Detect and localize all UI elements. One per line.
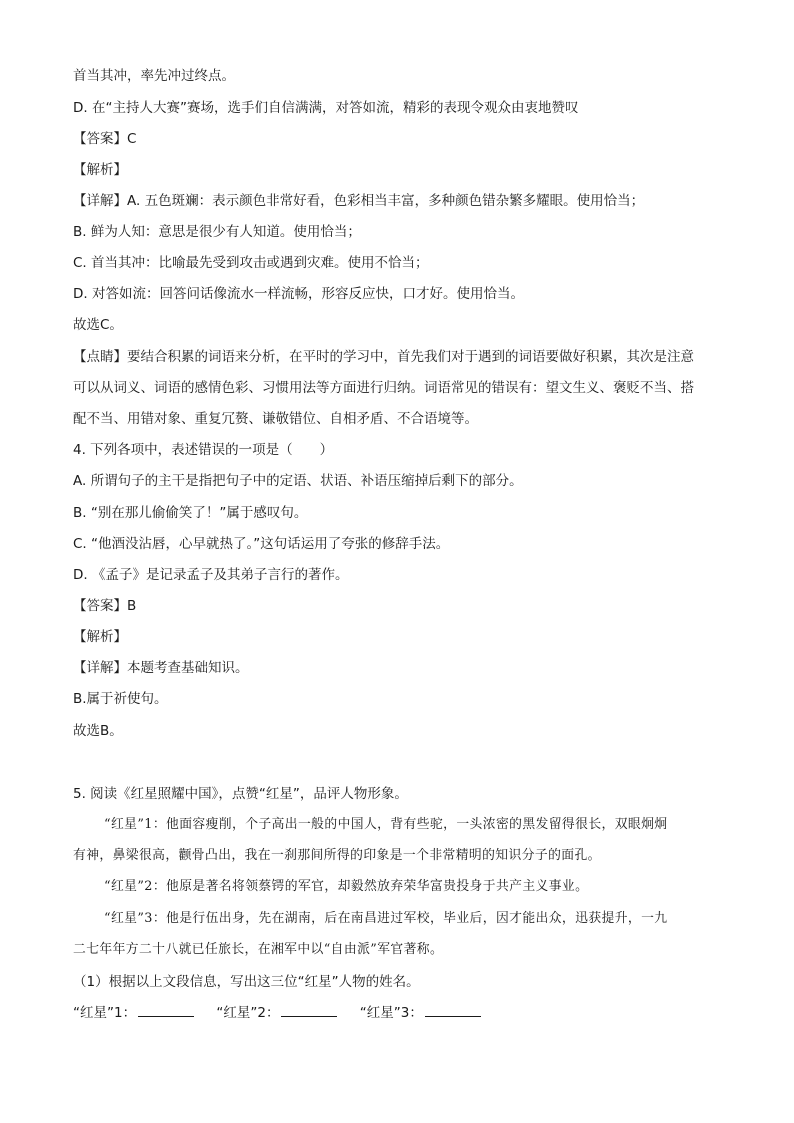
analysis-label: 【解析】 bbox=[73, 162, 127, 178]
sub-question-1: （1）根据以上文段信息，写出这三位“红星”人物的姓名。 bbox=[73, 974, 420, 990]
answer-blank-3[interactable] bbox=[425, 1004, 481, 1017]
option-c: C. “他酒没沾唇，心早就热了。”这句话运用了夸张的修辞手法。 bbox=[73, 536, 450, 552]
question-5: 5. 阅读《红星照耀中国》，点赞“红星”，品评人物形象。 bbox=[73, 786, 408, 802]
passage-2: “红星”2：他原是著名将领蔡锷的军官，却毅然放弃荣华富贵投身于共产主义事业。 bbox=[104, 879, 589, 894]
text-line: 首当其冲，率先冲过终点。 bbox=[73, 68, 235, 84]
answer-label: 【答案】B bbox=[73, 598, 137, 614]
passage-3-line-1: “红星”3：他是行伍出身，先在湖南，后在南昌进过军校，毕业后，因才能出众，迅获提升，一九 bbox=[104, 911, 668, 926]
detail-b: B. 鲜为人知：意思是很少有人知道。使用恰当； bbox=[73, 224, 361, 240]
option-a: A. 所谓句子的主干是指把句子中的定语、状语、补语压缩掉后剩下的部分。 bbox=[73, 473, 523, 489]
tip-line-1: 【点睛】要结合积累的词语来分析，在平时的学习中，首先我们对于遇到的词语要做好积累，其次是注意 bbox=[73, 349, 694, 365]
conclusion: 故选B。 bbox=[73, 723, 123, 739]
analysis-label: 【解析】 bbox=[73, 629, 127, 645]
blank-label-1: “红星”1： bbox=[73, 1005, 137, 1021]
answer-blanks-row bbox=[73, 1003, 499, 1023]
answer-blank-2[interactable] bbox=[281, 1004, 337, 1017]
detail-c: C. 首当其冲：比喻最先受到攻击或遇到灾难。使用不恰当； bbox=[73, 255, 429, 271]
tip-line-3: 配不当、用错对象、重复冗赘、谦敬错位、自相矛盾、不合语境等。 bbox=[73, 411, 478, 427]
detail-b: B.属于祈使句。 bbox=[73, 691, 168, 707]
detail-a: 【详解】A. 五色斑斓：表示颜色非常好看，色彩相当丰富，多种颜色错杂繁多耀眼。使用恰当； bbox=[73, 193, 645, 209]
detail: 【详解】本题考查基础知识。 bbox=[73, 660, 249, 676]
tip-line-2: 可以从词义、词语的感情色彩、习惯用法等方面进行归纳。词语常见的错误有：望文生义、褒贬不当、搭 bbox=[73, 380, 694, 396]
passage-1-line-2: 有神，鼻梁很高，颧骨凸出，我在一刹那间所得的印象是一个非常精明的知识分子的面孔。 bbox=[73, 848, 601, 863]
detail-d: D. 对答如流：回答问话像流水一样流畅，形容反应快，口才好。使用恰当。 bbox=[73, 286, 524, 302]
conclusion: 故选C。 bbox=[73, 317, 123, 333]
option-d: D. 在“主持人大赛”赛场，选手们自信满满，对答如流，精彩的表现令观众由衷地赞叹 bbox=[73, 100, 579, 116]
blank-label-2: “红星”2： bbox=[216, 1005, 280, 1021]
blank-label-3: “红星”3： bbox=[359, 1005, 423, 1021]
question-4: 4. 下列各项中，表述错误的一项是（ ） bbox=[73, 442, 334, 458]
option-b: B. “别在那儿偷偷笑了！”属于感叹句。 bbox=[73, 505, 308, 521]
option-d: D. 《孟子》是记录孟子及其弟子言行的著作。 bbox=[73, 567, 349, 583]
answer-label: 【答案】C bbox=[73, 131, 137, 147]
passage-3-line-2: 二七年年方二十八就已任旅长，在湘军中以“自由派”军官著称。 bbox=[73, 942, 444, 957]
answer-blank-1[interactable] bbox=[138, 1004, 194, 1017]
passage-1-line-1: “红星”1：他面容瘦削，个子高出一般的中国人，背有些驼，一头浓密的黑发留得很长，双眼炯炯 bbox=[104, 817, 668, 832]
